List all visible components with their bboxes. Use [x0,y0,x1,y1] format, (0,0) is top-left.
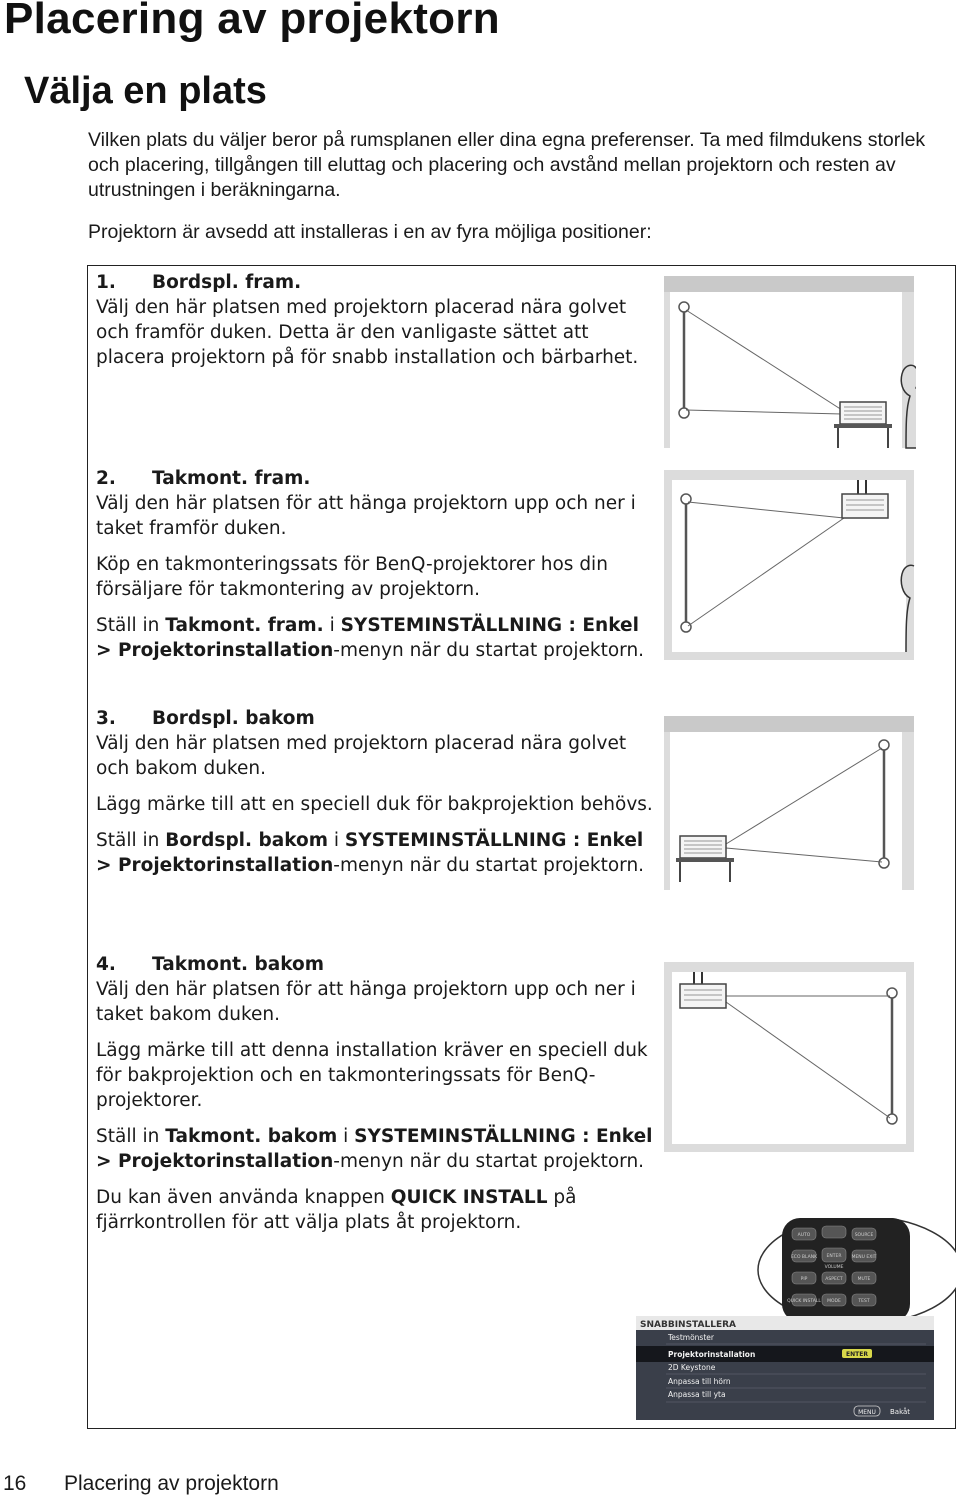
position-note: Köp en takmonteringssats för BenQ-projektorer hos din försäljare för takmontering av projektorn. [96,554,608,600]
section-title: Välja en plats [24,70,267,112]
position-number: 2. [96,468,116,489]
position-item-front-table [96,270,656,370]
position-description: Välj den här platsen med projektorn placerad nära golvet och bakom duken. [96,733,627,779]
position-number: 1. [96,272,116,293]
remote-label: AUTO [797,1233,811,1238]
position-item-rear-table [96,706,656,878]
position-description: Välj den här platsen för att hänga projektorn upp och ner i taket framför duken. [96,493,636,539]
position-number: 4. [96,954,116,975]
osd-back-label: Bakåt [890,1408,911,1416]
osd-menu-item: Projektorinstallation [668,1350,756,1359]
page-number: 16 [3,1472,27,1495]
position-item-rear-ceiling [96,952,656,1235]
position-name: Bordspl. bakom [152,708,315,729]
osd-menu-item: 2D Keystone [668,1363,716,1372]
position-heading [96,952,656,977]
remote-label: ASPECT [825,1277,843,1282]
remote-label: PIP [800,1277,808,1282]
remote-label: VOLUME [824,1265,844,1270]
position-heading [96,466,656,491]
remote-label: MUTE [857,1277,871,1282]
position-heading [96,270,656,295]
remote-label: MENU EXIT [851,1255,877,1260]
rear-ceiling-illustration [664,962,916,1154]
position-description: Välj den här platsen för att hänga projektorn upp och ner i taket bakom duken. [96,979,636,1025]
osd-menu-key: MENU [858,1409,876,1416]
intro-positions-sentence: Projektorn är avsedd att installeras i en av fyra möjliga positioner: [88,221,652,243]
rear-table-illustration [664,716,916,892]
position-setting-instruction: Ställ in Bordspl. bakom i SYSTEMINSTÄLLNING : Enkel > Projektorinstallation-menyn när du startat projektorn. [96,830,645,876]
remote-label: SOURCE [854,1233,874,1238]
intro-paragraph: Vilken plats du väljer beror på rumsplanen eller dina egna preferenser. Ta med filmdukens storlek och placering, tillgången till eluttag och placering och avstånd mellan projektorn och resten av utrustningen i beräkningarna. [88,129,926,201]
remote-label: QUICK INSTALL [787,1299,821,1304]
remote-label: TEST [858,1299,870,1304]
osd-menu-item: Testmönster [668,1333,714,1342]
front-table-illustration [664,276,916,452]
osd-menu-item: Anpassa till hörn [668,1377,731,1386]
quick-install-tip: Du kan även använda knappen QUICK INSTALL på fjärrkontrollen för att välja plats åt projektorn. [96,1187,577,1233]
position-description: Välj den här platsen med projektorn placerad nära golvet och framför duken. Detta är den vanligaste sättet att placera projektorn på för snabb installation och bärbarhet. [96,297,639,368]
position-note: Lägg märke till att denna installation kräver en speciell duk för bakprojektion och en takmonteringssats för BenQ-projektorer. [96,1040,648,1111]
page-title: Placering av projektorn [4,0,500,43]
quick-install-osd-menu [636,1316,934,1420]
position-setting-instruction: Ställ in Takmont. fram. i SYSTEMINSTÄLLNING : Enkel > Projektorinstallation-menyn när du startat projektorn. [96,615,645,661]
osd-enter-badge: ENTER [846,1351,868,1358]
position-setting-instruction: Ställ in Takmont. bakom i SYSTEMINSTÄLLNING : Enkel > Projektorinstallation-menyn när du startat projektorn. [96,1126,653,1172]
remote-label: MODE [827,1299,841,1304]
position-number: 3. [96,708,116,729]
front-ceiling-illustration [664,470,916,662]
position-name: Takmont. bakom [152,954,325,975]
remote-label: ECO BLANK [790,1255,818,1260]
position-item-front-ceiling [96,466,656,663]
osd-title: SNABBINSTALLERA [640,1320,736,1330]
osd-menu-item: Anpassa till yta [668,1390,726,1399]
remote-control-illustration [752,1218,956,1322]
footer-title: Placering av projektorn [64,1472,279,1495]
position-name: Takmont. fram. [152,468,311,489]
position-heading [96,706,656,731]
position-note: Lägg märke till att en speciell duk för bakprojektion behövs. [96,794,653,815]
remote-label: ENTER [826,1254,842,1259]
position-name: Bordspl. fram. [152,272,302,293]
